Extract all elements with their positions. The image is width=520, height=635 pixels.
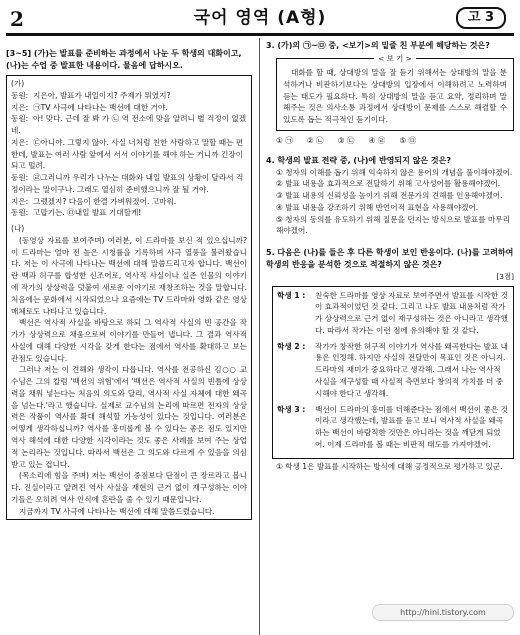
page-title: 국어 영역 (A형) <box>193 8 327 28</box>
answer-choice[interactable]: ① ㉠ <box>276 135 293 145</box>
question-5-option-1[interactable]: ① 학생 1은 발표를 시작하는 방식에 대해 긍정적으로 평가하고 있군. <box>276 461 503 471</box>
answer-option[interactable]: ① 청자의 이해를 돕기 위해 익숙하지 않은 용어의 개념을 풀이해야겠어. <box>276 167 513 177</box>
dialogue-text: 고맙기는. ㉤내일 발표 기대할게! <box>33 208 142 218</box>
student-response-text: 친숙한 드라마를 영상 자료로 보여주면서 발표를 시작한 것이 효과적이었던 것 같다. 그리고 나도 발표 내용처럼 작가가 상상력으로 근거 없이 재구성하는 것은 아니라고 생각했다. 따라서 작가는 이런 점에 유의해야 할 것 같다. <box>315 290 508 335</box>
dialogue-text: ㉠TV 사극에 나타나는 백선에 대한 거야. <box>33 102 168 112</box>
question-3 <box>266 40 514 147</box>
answer-choice[interactable]: ② ㉡ <box>306 135 324 145</box>
answer-option[interactable]: ③ 발표 내용의 신뢰성을 높이기 위해 전문가의 견해를 인용해야겠어. <box>276 191 503 201</box>
passage-paragraph: 백선은 역사적 사실을 바탕으로 하되 그 역사적 사실의 빈 공간을 작가가 상상력으로 채움으로써 이야기를 만들어 냅니다. 그 결과 역사적 사실에 대해 다양한 시각을 갖게 한다는 점에서 역사를 확대하고 보는 관점도 있습니다. <box>11 318 247 363</box>
question-3-5-intro: [3~5] (가)는 발표를 준비하는 과정에서 나눈 두 학생의 대화이고, (나)는 수업 중 발표한 내용이다. 물음에 답하시오. <box>6 49 242 70</box>
student-response-text: 작가가 창작한 허구적 이야기가 역사를 왜곡한다는 발표 내용은 인정해. 하지만 사실의 전달만이 목표인 것은 아니지. 드라마의 재미가 중요하다고 생각해. 그래서 나는 역사적 사실을 재구성할 때 사실적 측면보다 창의적 가치를 더 중시해야 한다고 생각해. <box>315 341 508 398</box>
right-column <box>266 40 514 472</box>
speaker-label: 지은: <box>11 102 29 112</box>
speaker-label: 동원: <box>11 208 29 218</box>
passage-na <box>11 235 247 517</box>
passage-paragraph: 지금까지 TV 사극에 나타나는 백선에 대해 말씀드렸습니다. <box>19 506 215 516</box>
page-number: 2 <box>10 7 24 31</box>
dialogue-text: ㉣그러니까 우리가 나누는 대화와 내일 발표의 상황이 달라서 걱정이라는 말이구나. 그래도 열심히 준비했으니까 잘 될 거야. <box>11 173 244 194</box>
dialogue-text: 지은아, 발표가 내일이지? 주제가 뭐였지? <box>33 90 171 100</box>
question-5-title: 5. 다음은 (나)를 들은 후 다른 학생이 보인 반응이다. (나)를 고려하여 학생의 반응을 분석한 것으로 적절하지 않은 것은? <box>266 248 514 270</box>
student-response <box>277 404 509 451</box>
student-label: 학생 1 : <box>277 290 306 300</box>
question-4-options <box>266 167 514 238</box>
passage-paragraph: (목소리에 힘을 주며) 저는 백선이 중점보다 단점이 큰 장르라고 봅니다. 진실이라고 알려진 역사 사실을 재현의 근거 없이 재구성하는 이야기들은 오히려 역사 인식에 혼란을 줄 수 있기 때문입니다. <box>11 471 247 504</box>
dialogue-text: ㉢아니야. 그렇지 않아. 사실 너처럼 친한 사람하고 말할 때는 편한데, 발표는 여러 사람 앞에서 서서 이야기를 해야 하는 거니까 긴장이 되고 떨려. <box>11 137 244 171</box>
passage-box <box>6 75 252 520</box>
watermark: http://hini.tistory.com <box>372 604 514 621</box>
passage-paragraph: 그러나 저는 이 견해와 생각이 다릅니다. 역사를 전공하신 김○○ 교수님은 그의 칼럼 '백선의 위험'에서 '백선은 역사적 사실의 빈틈에 상상력을 채워 넣는다는 처음의 의도와 달리, 역사적 사실 자체에 대한 왜곡을 넘는다.'라고 했습니다. 실제로 교수님의 논리에 따르면 전자의 상상력은 작품이 역사를 확대 해석할 가능성이 있다는 것입니다. 여러분은 어떻게 생각하십니까? 역사를 흥미롭게 볼 수 있다는 좋은 점도 있지만 역사 해석에 대한 다양한 시각이라는 것도 좋은 사례를 보여 주는 상업적 논리라는 것입니다. 따라서 백선은 그 의도와 다르게 수 있음을 의심받고 있는 겁니다. <box>11 365 247 469</box>
answer-option[interactable]: ④ 발표 내용을 강조하기 위해 반언어적 표현을 사용해야겠어. <box>276 202 479 212</box>
question-3-title: 3. (가)의 ㉠~㉤ 중, <보기>의 밑줄 친 부분에 해당하는 것은? <box>266 41 490 50</box>
answer-choice[interactable]: ⑤ ㉤ <box>399 135 417 145</box>
question-4 <box>266 155 514 238</box>
bogi-box <box>276 54 514 131</box>
dialogue-line <box>11 196 247 208</box>
answer-choice[interactable]: ④ ㉣ <box>368 135 386 145</box>
left-column <box>6 40 252 520</box>
answer-choice[interactable]: ③ ㉢ <box>337 135 355 145</box>
answer-option[interactable]: ② 발표 내용을 효과적으로 전달하기 위해 고사성어를 활용해야겠어. <box>276 179 501 189</box>
bogi-text: 대화를 할 때, 상대방의 말을 잘 듣기 위해서는 상대방의 말을 분석하거나 비판하기보다는 상대방의 입장에서 이해하려고 노력하며 듣는 태도가 필요하다. 특히 상대방의 말을 듣고 요약, 정리하며 말해주는 것은 의사소통 과정에서 상대방이 문제를 스스로 해결할 수 있도록 돕는 적극적인 듣기이다. <box>283 68 507 125</box>
answer-option[interactable]: ⑤ 청자의 동의를 유도하기 위해 질문을 던지는 방식으로 발표를 마무리해야겠어. <box>276 214 510 236</box>
header-divider <box>6 33 514 36</box>
student-responses-box <box>272 286 514 459</box>
student-response-text: 백선이 드라마의 흥미를 더해준다는 점에서 백선이 좋은 것이라고 생각했는데, 발표를 듣고 보니 역사적 사실을 왜곡하는 백선이 바람직한 것만은 아니라는 것을 깨닫게 되었어. 이제 드라마를 볼 때는 비판적 태도를 가져야겠어. <box>315 404 508 449</box>
dialogue-text: 그랬겠지? 다음이 한결 가벼워졌어. 고마워. <box>33 196 177 206</box>
passage-na-label: (나) <box>11 224 25 234</box>
speaker-label: 지은: <box>11 137 29 147</box>
speaker-label: 지은: <box>11 196 29 206</box>
student-label: 학생 2 : <box>277 341 306 351</box>
passage-paragraph: (동영상 자료를 보여주며) 여러분, 이 드라마를 보신 적 있으십니까? 이 드라마는 얼마 전 높은 시청률을 기록하며 사극 열풍을 불러왔습니다. 저는 이 사극에 나타나는 백선에 대해 말씀드리고자 합니다. 백선이란 백과 허구를 합성한 신조어로, 역사적 사실이나 실존 인물의 이야기에 작가의 상상력을 덧붙여 새로운 이야기로 재창조하는 것을 말합니다. 처음에는 문화에서 시작되었으나 요즘에는 TV 드라마와 영화 같은 영상 매체로도 나타나고 있습니다. <box>11 235 247 316</box>
dialogue-text: 아! 맞다. 근데 잘 봐 가 ㉡ 역 전소에 맞을 알려니 별 걱정이 없겠네. <box>11 114 247 136</box>
question-3-choices <box>266 135 514 147</box>
dialogue-line <box>11 137 247 172</box>
page-header <box>0 0 520 34</box>
grade-badge: 고 3 <box>456 7 506 29</box>
question-5 <box>266 247 514 472</box>
speaker-label: 동원: <box>11 114 29 124</box>
speaker-label: 동원: <box>11 90 29 100</box>
dialogue-line <box>11 102 247 114</box>
student-label: 학생 3 : <box>277 404 306 414</box>
dialogue-line <box>11 207 247 219</box>
score-label: [3점] <box>496 272 514 282</box>
question-4-title: 4. 학생의 발표 전략 중, (나)에 반영되지 않은 것은? <box>266 155 451 165</box>
dialogue-line <box>11 172 247 196</box>
passage-ga-label: (가) <box>11 79 25 88</box>
column-divider <box>259 38 260 635</box>
bogi-label: < 보 기 > <box>374 53 416 64</box>
dialogue-line <box>11 90 247 102</box>
dialogue <box>11 90 247 219</box>
speaker-label: 동원: <box>11 173 29 183</box>
student-response <box>277 341 509 400</box>
student-response <box>277 290 509 337</box>
dialogue-line <box>11 113 247 137</box>
